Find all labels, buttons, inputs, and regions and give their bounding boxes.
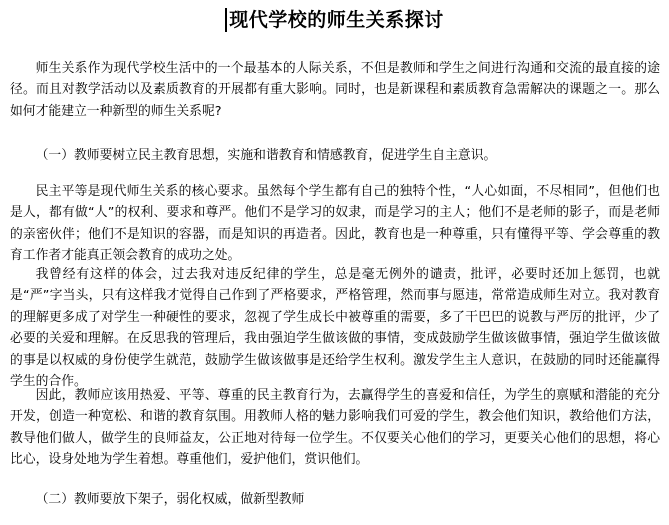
title-row — [0, 3, 669, 37]
intro-paragraph: 师生关系作为现代学校生活中的一个最基本的人际关系，不但是教师和学生之间进行沟通和交流的最直接的途径。而且对教学活动以及素质教育的开展都有重大影响。同时，也是新课程和素质教育急需解决的课题之一。那么如何才能建立一种新型的师生关系呢? — [10, 61, 660, 119]
body-paragraph: 因此，教师应该用热爱、平等、尊重的民主教育行为，去赢得学生的喜爱和信任，为学生的禀赋和潜能的充分开发，创造一种宽松、和谐的教育氛围。用教师人格的魅力影响我们可爱的学生，教会他们知识，教给他们方法，教导他们做人，做学生的良师益友，公正地对待每一位学生。不仅要关心他们的学习，更要关心他们的思想，将心比心，设身处地为学生着想。尊重他们，爱护他们，赏识他们。 — [10, 388, 660, 468]
section-heading-1: （一）教师要树立民主教育思想，实施和谐教育和情感教育，促进学生自主意识。 — [35, 148, 497, 163]
text-cursor — [225, 8, 227, 32]
body-paragraph: 我曾经有这样的体会，过去我对违反纪律的学生，总是毫无例外的谴责，批评，必要时还加上惩罚，也就是“严”字当头，只有这样我才觉得自己作到了严格要求，严格管理，然而事与愿违，常常造成师生对立。我对教育的理解更多成了对学生一种硬性的要求，忽视了学生成长中被尊重的需要，多了干巴巴的说教与严厉的批评，少了必要的关爱和理解。在反思我的管理后，我由强迫学生做该做的事情，变成鼓励学生做该做事情，强迫学生做该做的事是以权威的身份使学生就范，鼓励学生做该做事是还给学生权利。激发学生主人意识，在鼓励的同时还能赢得学生的合作。 — [10, 267, 660, 390]
page-title: 现代学校的师生关系探讨 — [229, 9, 444, 31]
body-paragraph: 民主平等是现代师生关系的核心要求。虽然每个学生都有自己的独特个性，“人心如面，不尽相同”，但他们也是人，都有做“人”的权利、要求和尊严。他们不是学习的奴隶，而是学习的主人；他们不是老师的影子，而是老师的亲密伙伴；他们不是知识的容器，而是知识的再造者。因此，教育也是一种尊重，只有懂得平等、学会尊重的教育工作者才能真正领会教育的成功之处。 — [10, 184, 660, 264]
section-heading-2: （二）教师要放下架子，弱化权威，做新型教师 — [35, 492, 305, 507]
